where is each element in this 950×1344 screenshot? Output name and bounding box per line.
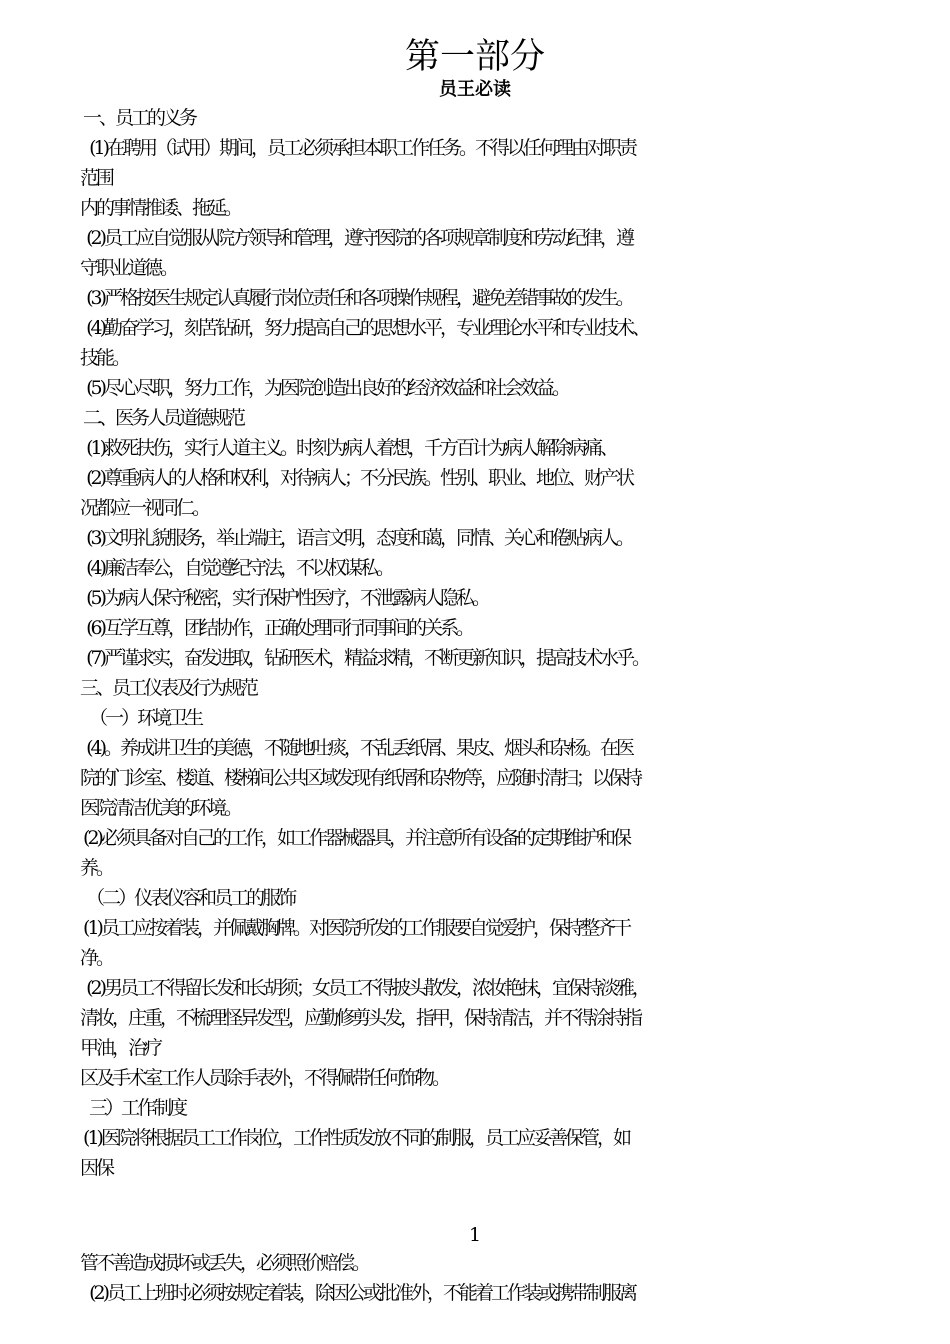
text-line: 院的门诊室、楼道、楼梯间公共区域发现有纸屑和杂物等，应随时清扫；以保持	[80, 767, 641, 789]
text-line: 三）工作制度	[80, 1097, 186, 1119]
text-line: (5)为病人保守秘密，实行保护性医疗，不泄露病人隐私。	[80, 587, 488, 609]
text-line: 技能。	[80, 347, 129, 369]
text-line: (3)文明礼貌服务，举止端庄，语言文明，态度和蔼，同情、关心和倦贴病人。	[80, 527, 632, 549]
text-line: 因保	[80, 1157, 113, 1179]
text-line: (4)。养成讲卫生的美德，不随地吐痰，不乱丢纸屑、果皮、烟头和杂杨。在医	[80, 737, 632, 759]
text-line: （一）环境卫生	[80, 707, 202, 729]
text-line: （二）仪表仪容和员工的服饰	[80, 887, 295, 909]
text-line: (2)必须具备对自己的工作，如工作器械器具，并注意所有设备的定期维护和保	[80, 827, 629, 849]
text-line: 养。	[80, 857, 113, 879]
text-line: (5)尽心尽职，努力工作，为医院创造出良好的经济效益和社会效益。	[80, 377, 568, 399]
text-line: 医院清洁优美的环境。	[80, 797, 241, 819]
text-line: (1)医院将根据员工工作岗位，工作性质发放不同的制服，员工应妥善保管，如	[80, 1127, 629, 1149]
text-line: (1)在聘用（试用）期间，员工必须承担本职工作任务。不得以任何理由对职责	[80, 137, 636, 159]
text-line: 管不善造成损坏或丢失，必须照价赔偿。	[80, 1252, 369, 1274]
text-line: (2)员工上班时必须按规定着装，除因公或批准外，不能着工作装或携带制服离	[80, 1282, 636, 1304]
text-line: (7)严谨求实，奋发进取，钻研医术，精益求精，不断更新知识，提高技术水乎。	[80, 647, 648, 669]
text-line: 净。	[80, 947, 113, 969]
text-line: 范围	[80, 167, 113, 189]
text-line: (2)男员工不得留长发和长胡须；女员工不得披头散发，浓妆艳抹，宜保持淡雅，	[80, 977, 648, 999]
document-body	[80, 103, 880, 1183]
text-line: (6)互学互尊，团结协作，正确处理同行同事间的关系。	[80, 617, 472, 639]
text-line: (1)救死扶伤，实行人道主义。时刻为病人着想，千方百计为病人解除病痛、	[80, 437, 616, 459]
text-line: (4)勤奋学习，刻苦钻研，努力提高自己的思想水平，专业理论水平和专业技术、	[80, 317, 648, 339]
document-title: 第一部分	[404, 37, 545, 77]
text-line: 清妆，庄重，不梳理怪异发型，应勤修剪头发，指甲，保持清洁，并不得涂持指	[80, 1007, 641, 1029]
text-line: 区及手术室工作人员除手表外，不得佩带任何饰物。	[80, 1067, 449, 1089]
text-line: (4)廉洁奉公，自觉遵纪守法，不以权谋私。	[80, 557, 392, 579]
text-line: (2)员工应自觉服从院方领导和管理，遵守医院的各项规章制度和劳动纪律，遵	[80, 227, 632, 249]
text-line: 甲油，治疗	[80, 1037, 161, 1059]
text-line: (2)尊重病人的人格和权利，对待病人；不分民族。性别、职业、地位、财产状	[80, 467, 632, 489]
text-line: 三、员工仪表及行为规范	[80, 677, 257, 699]
document-subtitle: 员王必读	[439, 79, 511, 100]
text-line: 况都应一视同仁。	[80, 497, 209, 519]
text-line: (3)严格按医生规定认真履行岗位责任和各项操作规程，避免差错事故的发生。	[80, 287, 632, 309]
text-line: 一、员工的义务	[80, 107, 196, 129]
text-line: 守职业道德。	[80, 257, 177, 279]
text-line: 二、医务人员道德规范	[80, 407, 244, 429]
page-number: 1	[468, 1224, 482, 1246]
next-page-body	[80, 1248, 880, 1308]
text-line: (1)员工应按着装，并佩戴胸牌。对医院所发的工作服要自觉爱护，保持整齐干	[80, 917, 629, 939]
text-line: 内的事情推诿、拖延。	[80, 197, 241, 219]
